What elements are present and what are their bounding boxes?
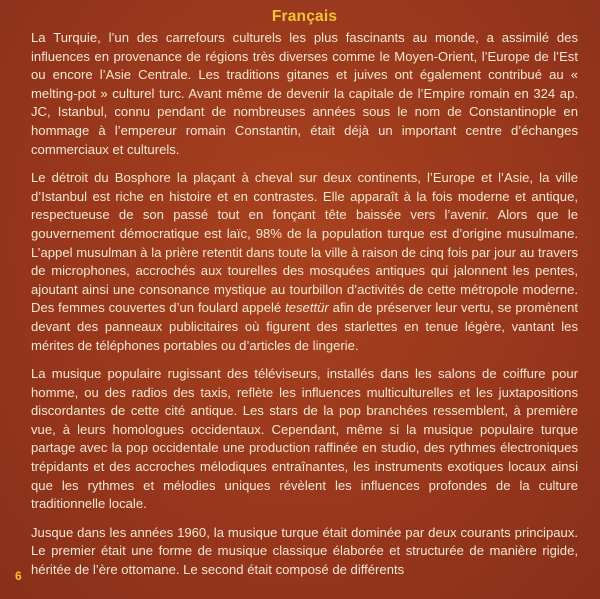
paragraph-3: La musique populaire rugissant des téléviseurs, installés dans les salons de coiffure pour homme, ou des radios des taxis, reflète les influences multiculturelles et les juxtapositions discordantes de cette cité antique. Les stars de la pop branchées ressemblent, à première vue, à leurs homologues occidentaux. Cependant, même si la musique populaire turque partage avec la pop occidentale une production raffinée en studio, des rythmes électroniques trépidants et des accroches mélodiques entraînantes, les instruments exotiques locaux ainsi que les rythmes et mélodies uniques révèlent les influences profondes de la culture traditionnelle locale.: [31, 366, 578, 512]
paragraph-1: La Turquie, l’un des carrefours culturels les plus fascinants au monde, a assimilé des influences en provenance de régions très diverses comme le Moyen-Orient, l’Europe de l’Est ou encore l’Asie Centrale. Les traditions gitanes et juives ont également contribué au « melting-pot » culturel turc. Avant même de devenir la capitale de l’Empire romain en 324 ap. JC, Istanbul, connu pendant de nombreuses années sous le nom de Constantinople en hommage à l’empereur romain Constantin, était déjà un important centre d’échanges commerciaux et culturels.: [31, 30, 578, 157]
page-number: 6: [15, 569, 22, 583]
paragraph-4: Jusque dans les années 1960, la musique turque était dominée par deux courants principaux. Le premier était une forme de musique classique élaborée et structurée de manière rigide, héritée de l’ère ottomane. Le second était composé de différents: [31, 524, 578, 578]
language-heading: Français: [271, 8, 338, 25]
italic-term: tesettür: [285, 300, 329, 316]
paragraph-2: Le détroit du Bosphore la plaçant à cheval sur deux continents, l’Europe et l’Asie, la ville d’Istanbul est riche en histoire et en contrastes. Elle apparaît à la fois moderne et antique, respectueuse de son passé tout en fonçant tête baissée vers l’avenir. Alors que le gouvernement démocratique est laïc, 98% de la population turque est d’origine musulmane. L’appel musulman à la prière retentit dans toute la ville à raison de cinq fois par jour au travers de microphones, accrochés aux tourelles des mosquées antiques qui jalonnent les pentes, ajoutant ainsi une consonance mystique au tourbillon d’activités de cette métropole moderne. Des femmes couvertes d’un foulard appelé tesettür afin de préserver leur vertu, se promènent devant des panneaux publicitaires où figurent des starlettes en tenue légère, vantant les mérites de téléphones portables ou d’articles de lingerie.: [31, 170, 579, 353]
